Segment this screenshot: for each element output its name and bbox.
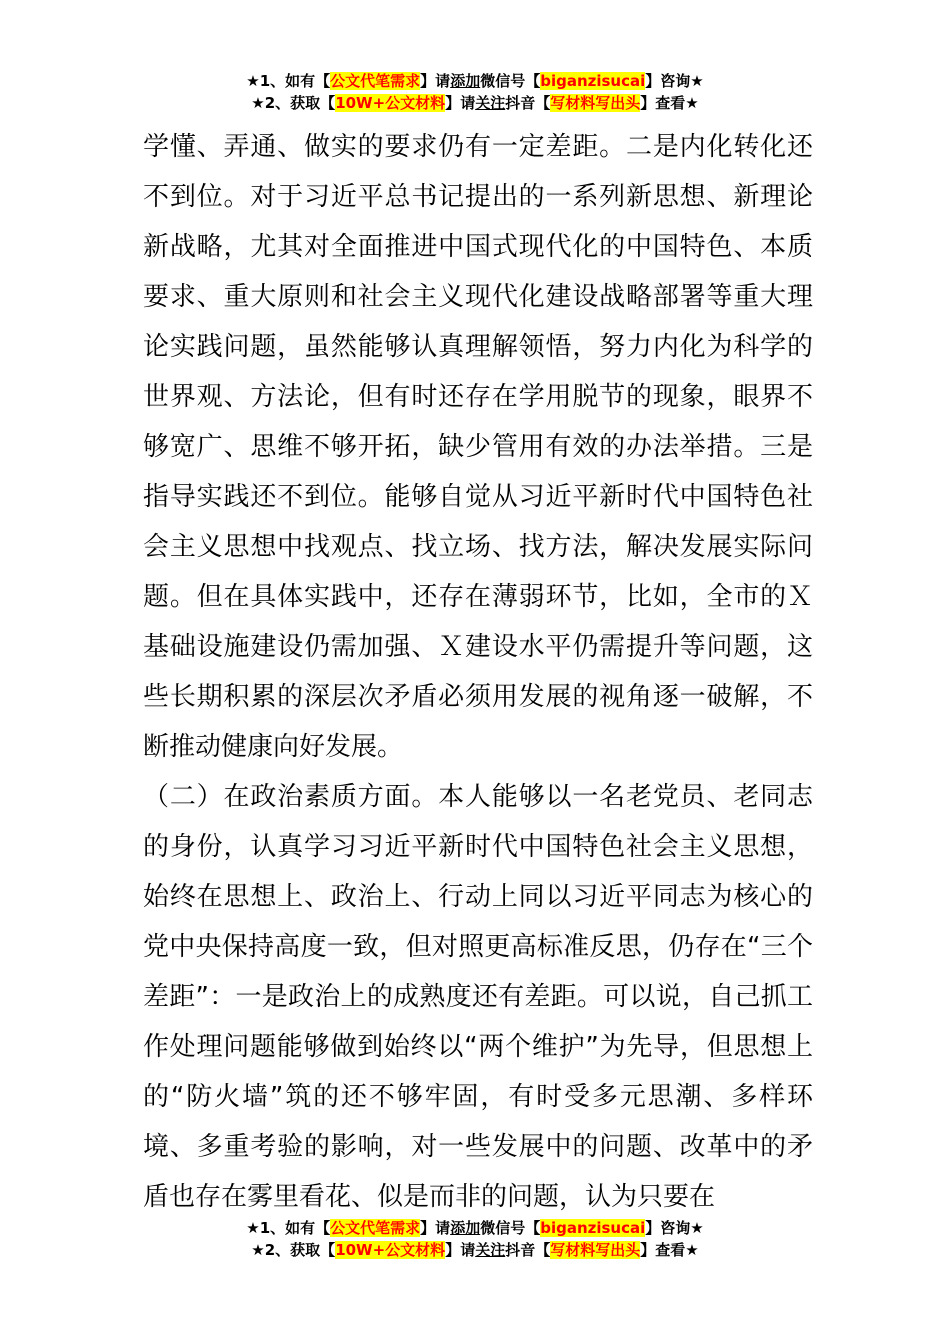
highlight-wechat-id: biganzisucai	[540, 72, 646, 90]
banner-text: 微信号【	[480, 1219, 541, 1237]
banner-text: 抖音【	[505, 94, 551, 112]
banner-underlined-text: 关注	[475, 1241, 506, 1259]
highlight-wechat-id: biganzisucai	[540, 1219, 646, 1237]
highlight-service: 公文代笔需求	[330, 72, 421, 90]
banner-text: ★2、获取【	[251, 1241, 336, 1259]
highlight-materials: 10W+公文材料	[335, 1241, 446, 1259]
highlight-douyin-account: 写材料写出头	[550, 94, 641, 112]
banner-text: 微信号【	[480, 72, 541, 90]
highlight-douyin-account: 写材料写出头	[550, 1241, 641, 1259]
banner-underlined-text: 关注	[475, 94, 506, 112]
banner-text: 】请	[445, 94, 476, 112]
banner-text: 】咨询★	[645, 72, 704, 90]
banner-text: 】查看★	[640, 94, 699, 112]
banner-text: 抖音【	[505, 1241, 551, 1259]
highlight-service: 公文代笔需求	[330, 1219, 421, 1237]
banner-text: 】请	[445, 1241, 476, 1259]
document-body	[143, 122, 813, 1222]
banner-line-2	[0, 1239, 950, 1261]
banner-text: 】查看★	[640, 1241, 699, 1259]
paragraph-continuation: 学懂、弄通、做实的要求仍有一定差距。二是内化转化还不到位。对于习近平总书记提出的一系列新思想、新理论新战略，尤其对全面推进中国式现代化的中国特色、本质要求、重大原则和社会主义现代化建设战略部署等重大理论实践问题，虽然能够认真理解领悟，努力内化为科学的世界观、方法论，但有时还存在学用脱节的现象，眼界不够宽广、思维不够开拓，缺少管用有效的办法举措。三是指导实践还不到位。能够自觉从习近平新时代中国特色社会主义思想中找观点、找立场、找方法，解决发展实际问题。但在具体实践中，还存在薄弱环节，比如，全市的Ｘ基础设施建设仍需加强、Ｘ建设水平仍需提升等问题，这些长期积累的深层次矛盾必须用发展的视角逐一破解，不断推动健康向好发展。	[143, 132, 813, 762]
banner-underlined-text: 添加	[450, 1219, 481, 1237]
highlight-materials: 10W+公文材料	[335, 94, 446, 112]
banner-text: 】咨询★	[645, 1219, 704, 1237]
header-banner	[0, 70, 950, 114]
banner-text: 】请	[420, 72, 451, 90]
banner-text: ★1、如有【	[246, 1219, 331, 1237]
banner-text: ★1、如有【	[246, 72, 331, 90]
paragraph-political-quality: （二）在政治素质方面。本人能够以一名老党员、老同志的身份，认真学习习近平新时代中国特色社会主义思想，始终在思想上、政治上、行动上同以习近平同志为核心的党中央保持高度一致，但对照更高标准反思，仍存在“三个差距”：一是政治上的成熟度还有差距。可以说，自己抓工作处理问题能够做到始终以“两个维护”为先导，但思想上的“防火墙”筑的还不够牢固，有时受多元思潮、多样环境、多重考验的影响，对一些发展中的问题、改革中的矛盾也存在雾里看花、似是而非的问题，认为只要在	[143, 782, 813, 1212]
banner-text: ★2、获取【	[251, 94, 336, 112]
banner-text: 】请	[420, 1219, 451, 1237]
banner-underlined-text: 添加	[450, 72, 481, 90]
banner-line-1	[0, 70, 950, 92]
banner-line-1	[0, 1217, 950, 1239]
footer-banner	[0, 1217, 950, 1261]
banner-line-2	[0, 92, 950, 114]
